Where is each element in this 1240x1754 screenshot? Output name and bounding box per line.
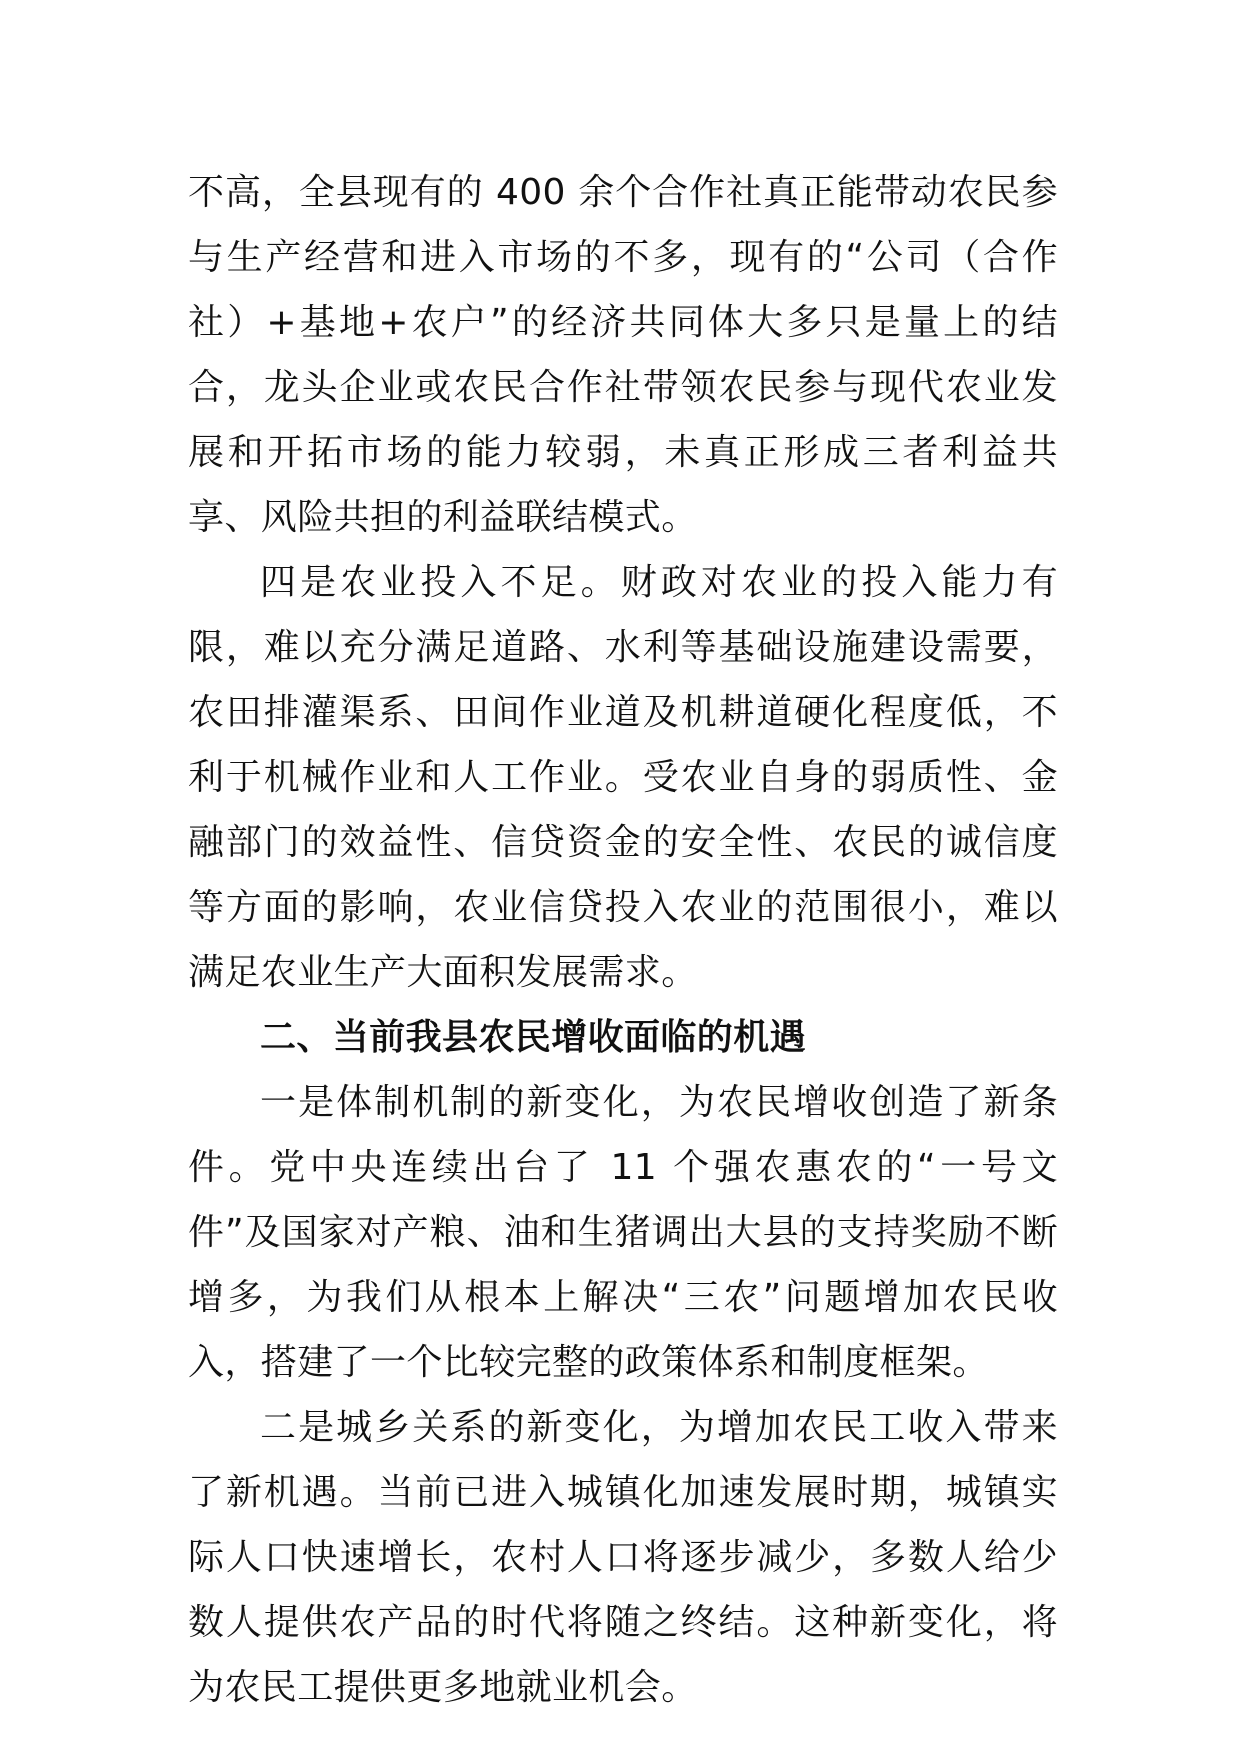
paragraph-insufficient-investment: 四是农业投入不足。财政对农业的投入能力有限，难以充分满足道路、水利等基础设施建设需要，农田排灌渠系、田间作业道及机耕道硬化程度低，不利于机械作业和人工作业。受农业自身的弱质性、金融部门的效益性、信贷资金的安全性、农民的诚信度等方面的影响，农业信贷投入农业的范围很小，难以满足农业生产大面积发展需求。 [188, 562, 1058, 993]
section-heading-opportunities: 二、当前我县农民增收面临的机遇 [260, 1017, 807, 1058]
paragraph-institutional-change: 一是体制机制的新变化，为农民增收创造了新条件。党中央连续出台了 11 个强农惠农的“一号文件”及国家对产粮、油和生猪调出大县的支持奖励不断增多，为我们从根本上解决“三农”问题增加农民收入，搭建了一个比较完整的政策体系和制度框架。 [188, 1082, 1058, 1383]
paragraph-cooperative-weakness: 不高，全县现有的 400 余个合作社真正能带动农民参与生产经营和进入市场的不多，现有的“公司（合作社）+基地+农户”的经济共同体大多只是量上的结合，龙头企业或农民合作社带领农民参与现代农业发展和开拓市场的能力较弱，未真正形成三者利益共享、风险共担的利益联结模式。 [188, 172, 1058, 538]
document-body [188, 160, 1058, 1720]
paragraph-urban-rural-change: 二是城乡关系的新变化，为增加农民工收入带来了新机遇。当前已进入城镇化加速发展时期，城镇实际人口快速增长，农村人口将逐步减少，多数人给少数人提供农产品的时代将随之终结。这种新变化，将为农民工提供更多地就业机会。 [188, 1407, 1058, 1708]
